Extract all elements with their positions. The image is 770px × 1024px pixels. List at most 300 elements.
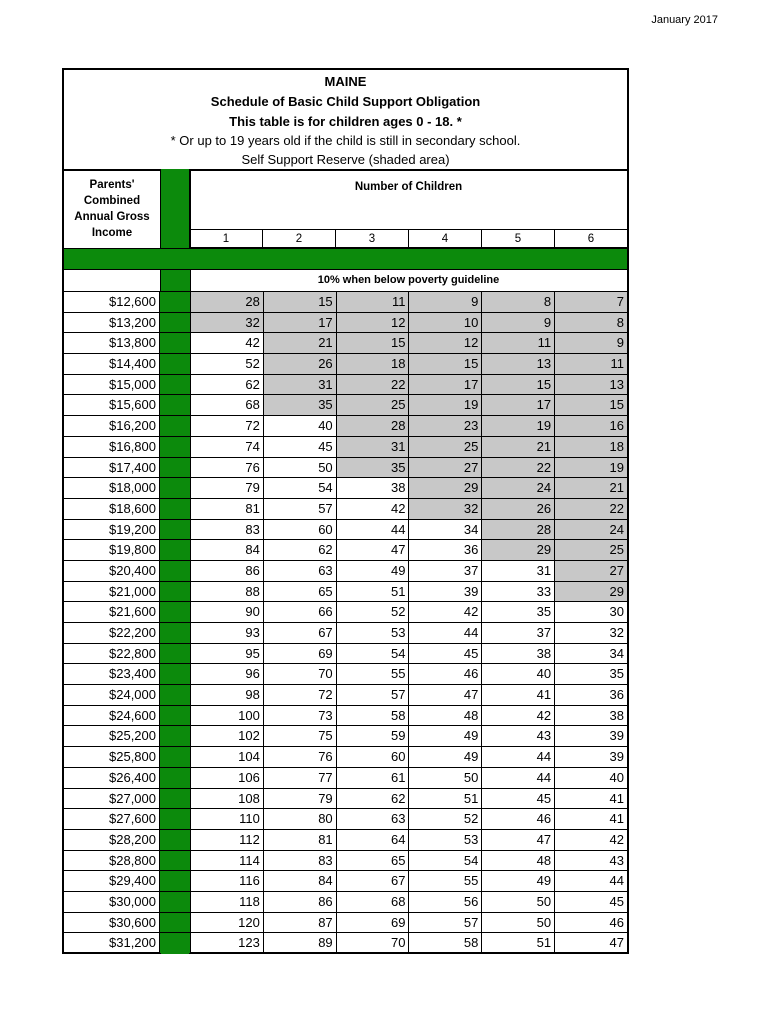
obligation-cell: 24: [482, 478, 555, 498]
obligation-cell: 86: [264, 892, 337, 912]
green-separator-cell: [160, 892, 191, 912]
green-separator-cell: [160, 375, 191, 395]
income-cell: $14,400: [64, 354, 160, 374]
obligation-cell: 26: [482, 499, 555, 519]
obligation-cell: 50: [264, 458, 337, 478]
obligation-cell: 46: [482, 809, 555, 829]
obligation-cell: 31: [264, 375, 337, 395]
obligation-cell: 36: [609, 687, 624, 703]
obligation-cell: 88: [191, 582, 264, 602]
obligation-cell: 11: [482, 333, 555, 353]
obligation-cell: 67: [337, 871, 410, 891]
obligation-cell: 39: [609, 749, 624, 765]
income-cell: $22,800: [64, 644, 160, 664]
income-cell: $15,600: [64, 395, 160, 415]
table-row: [64, 477, 627, 498]
obligation-cell: 48: [409, 706, 482, 726]
income-cell: $31,200: [64, 933, 160, 953]
obligation-cell: 41: [482, 685, 555, 705]
green-separator-cell: [160, 602, 191, 622]
income-cell: $28,200: [64, 830, 160, 850]
title-block: [64, 70, 627, 171]
obligation-cell: 7: [555, 292, 627, 312]
obligation-cell: 59: [337, 726, 410, 746]
obligation-cell: 81: [191, 499, 264, 519]
obligation-cell: 38: [337, 478, 410, 498]
obligation-cell: 31: [482, 561, 555, 581]
obligation-cell: 15: [482, 375, 555, 395]
obligation-cell: 18: [337, 354, 410, 374]
obligation-cell: 40: [264, 416, 337, 436]
obligation-cell: 55: [409, 871, 482, 891]
obligation-cell: 104: [191, 747, 264, 767]
obligation-cell: 28: [191, 292, 264, 312]
obligation-cell: 25: [337, 395, 410, 415]
obligation-cell: 32: [191, 313, 264, 333]
obligation-cell: 112: [191, 830, 264, 850]
table-row: [64, 374, 627, 395]
table-row: [64, 912, 627, 933]
obligation-cell: 69: [337, 913, 410, 933]
obligation-cell: 116: [191, 871, 264, 891]
obligation-cell: 8: [555, 313, 627, 333]
green-separator-cell: [160, 292, 191, 312]
income-cell: $17,400: [64, 458, 160, 478]
obligation-cell: 83: [191, 520, 264, 540]
green-separator-cell: [160, 499, 191, 519]
table-row: [64, 560, 627, 581]
obligation-cell: 90: [191, 602, 264, 622]
table-row: [64, 539, 627, 560]
obligation-cell: 21: [264, 333, 337, 353]
obligation-cell: 86: [191, 561, 264, 581]
child-count-header: 4: [408, 229, 481, 248]
children-column-header: Number of Children: [354, 181, 463, 193]
obligation-cell: 52: [409, 809, 482, 829]
obligation-cell: 41: [609, 811, 624, 827]
obligation-cell: 72: [264, 685, 337, 705]
income-cell: $18,000: [64, 478, 160, 498]
obligation-cell: 32: [409, 499, 482, 519]
obligation-cell: 19: [555, 458, 627, 478]
green-separator-cell: [160, 664, 191, 684]
obligation-cell: 58: [409, 933, 482, 953]
divider: [64, 248, 627, 249]
poverty-guideline-note: 10% when below poverty guideline: [317, 274, 500, 286]
obligation-cell: 53: [337, 623, 410, 643]
green-separator-cell: [160, 768, 191, 788]
obligation-cell: 25: [555, 540, 627, 560]
table-row: [64, 601, 627, 622]
obligation-cell: 98: [191, 685, 264, 705]
obligation-cell: 56: [409, 892, 482, 912]
obligation-cell: 22: [555, 499, 627, 519]
table-body: [64, 291, 627, 953]
table-row: [64, 498, 627, 519]
obligation-cell: 54: [337, 644, 410, 664]
green-separator-cell: [160, 644, 191, 664]
green-separator-cell: [160, 520, 191, 540]
obligation-cell: 62: [337, 789, 410, 809]
obligation-cell: 40: [609, 769, 624, 785]
obligation-cell: 30: [609, 604, 624, 620]
obligation-cell: 63: [337, 809, 410, 829]
obligation-cell: 22: [337, 375, 410, 395]
income-cell: $22,200: [64, 623, 160, 643]
child-count-header: 6: [554, 229, 627, 248]
table-row: [64, 622, 627, 643]
income-cell: $26,400: [64, 768, 160, 788]
obligation-cell: 44: [482, 768, 555, 788]
child-count-header: 1: [190, 229, 262, 248]
income-cell: $15,000: [64, 375, 160, 395]
self-support-note: Self Support Reserve (shaded area): [241, 152, 450, 167]
obligation-cell: 70: [264, 664, 337, 684]
table-row: [64, 808, 627, 829]
secondary-school-note: * Or up to 19 years old if the child is still in secondary school.: [170, 133, 521, 148]
obligation-cell: 19: [409, 395, 482, 415]
table-row: [64, 291, 627, 312]
table-row: [64, 725, 627, 746]
obligation-cell: 40: [482, 664, 555, 684]
table-row: [64, 870, 627, 891]
obligation-cell: 42: [191, 333, 264, 353]
table-row: [64, 932, 627, 953]
green-separator-cell: [160, 726, 191, 746]
obligation-cell: 110: [191, 809, 264, 829]
income-cell: $20,400: [64, 561, 160, 581]
obligation-cell: 123: [191, 933, 264, 953]
obligation-cell: 44: [409, 623, 482, 643]
obligation-cell: 37: [409, 561, 482, 581]
obligation-cell: 45: [609, 893, 624, 909]
obligation-cell: 68: [337, 892, 410, 912]
obligation-cell: 70: [337, 933, 410, 953]
income-cell: $12,600: [64, 292, 160, 312]
obligation-cell: 72: [191, 416, 264, 436]
obligation-cell: 44: [337, 520, 410, 540]
obligation-cell: 21: [482, 437, 555, 457]
obligation-cell: 102: [191, 726, 264, 746]
obligation-cell: 24: [555, 520, 627, 540]
obligation-cell: 60: [337, 747, 410, 767]
obligation-cell: 74: [191, 437, 264, 457]
green-separator-cell: [160, 747, 191, 767]
obligation-cell: 114: [191, 851, 264, 871]
green-separator-cell: [160, 478, 191, 498]
income-cell: $30,000: [64, 892, 160, 912]
obligation-cell: 66: [264, 602, 337, 622]
green-separator-cell: [160, 913, 191, 933]
obligation-cell: 42: [609, 831, 624, 847]
age-range-note: This table is for children ages 0 - 18. *: [229, 114, 462, 129]
table-row: [64, 312, 627, 333]
table-row: [64, 415, 627, 436]
income-cell: $16,800: [64, 437, 160, 457]
table-row: [64, 457, 627, 478]
income-cell: $28,800: [64, 851, 160, 871]
obligation-cell: 45: [482, 789, 555, 809]
obligation-cell: 11: [337, 292, 410, 312]
obligation-cell: 49: [409, 726, 482, 746]
obligation-cell: 61: [337, 768, 410, 788]
obligation-cell: 83: [264, 851, 337, 871]
obligation-cell: 47: [409, 685, 482, 705]
obligation-cell: 87: [264, 913, 337, 933]
green-separator-cell: [160, 933, 191, 953]
document-date: January 2017: [651, 14, 718, 26]
obligation-cell: 106: [191, 768, 264, 788]
obligation-cell: 38: [482, 644, 555, 664]
green-separator-cell: [160, 623, 191, 643]
green-separator-cell: [160, 313, 191, 333]
obligation-cell: 12: [337, 313, 410, 333]
obligation-cell: 39: [609, 728, 624, 744]
income-cell: $23,400: [64, 664, 160, 684]
obligation-cell: 50: [409, 768, 482, 788]
obligation-cell: 79: [191, 478, 264, 498]
income-cell: $25,800: [64, 747, 160, 767]
table-row: [64, 684, 627, 705]
table-row: [64, 643, 627, 664]
green-separator-cell: [160, 871, 191, 891]
obligation-cell: 79: [264, 789, 337, 809]
obligation-cell: 29: [409, 478, 482, 498]
obligation-cell: 48: [482, 851, 555, 871]
table-row: [64, 788, 627, 809]
income-cell: $27,000: [64, 789, 160, 809]
income-cell: $16,200: [64, 416, 160, 436]
obligation-cell: 32: [609, 625, 624, 640]
obligation-cell: 93: [191, 623, 264, 643]
green-separator-cell: [160, 789, 191, 809]
schedule-title: Schedule of Basic Child Support Obligation: [210, 94, 481, 109]
obligation-cell: 63: [264, 561, 337, 581]
income-cell: $19,800: [64, 540, 160, 560]
obligation-cell: 21: [555, 478, 627, 498]
obligation-cell: 22: [482, 458, 555, 478]
obligation-cell: 18: [555, 437, 627, 457]
obligation-cell: 67: [264, 623, 337, 643]
obligation-cell: 75: [264, 726, 337, 746]
obligation-cell: 49: [409, 747, 482, 767]
green-separator-cell: [160, 437, 191, 457]
obligation-cell: 77: [264, 768, 337, 788]
obligation-cell: 84: [264, 871, 337, 891]
obligation-cell: 10: [409, 313, 482, 333]
obligation-cell: 35: [337, 458, 410, 478]
obligation-cell: 42: [482, 706, 555, 726]
obligation-cell: 54: [409, 851, 482, 871]
obligation-cell: 81: [264, 830, 337, 850]
obligation-cell: 100: [191, 706, 264, 726]
obligation-cell: 35: [609, 666, 624, 682]
obligation-cell: 47: [609, 935, 624, 951]
obligation-cell: 16: [555, 416, 627, 436]
green-separator-cell: [160, 395, 191, 415]
obligation-cell: 8: [482, 292, 555, 312]
green-separator-cell: [160, 354, 191, 374]
obligation-cell: 108: [191, 789, 264, 809]
income-cell: $21,600: [64, 602, 160, 622]
obligation-cell: 46: [409, 664, 482, 684]
income-cell: $30,600: [64, 913, 160, 933]
obligation-cell: 53: [409, 830, 482, 850]
green-separator-cell: [160, 458, 191, 478]
income-cell: $13,800: [64, 333, 160, 353]
obligation-cell: 68: [191, 395, 264, 415]
green-separator-band: [64, 249, 627, 269]
obligation-cell: 9: [409, 292, 482, 312]
obligation-cell: 43: [482, 726, 555, 746]
income-cell: $29,400: [64, 871, 160, 891]
obligation-cell: 15: [555, 395, 627, 415]
income-cell: $25,200: [64, 726, 160, 746]
income-cell: $13,200: [64, 313, 160, 333]
obligation-cell: 47: [482, 830, 555, 850]
obligation-cell: 9: [555, 333, 627, 353]
obligation-cell: 65: [337, 851, 410, 871]
obligation-cell: 57: [264, 499, 337, 519]
obligation-cell: 36: [409, 540, 482, 560]
obligation-cell: 19: [482, 416, 555, 436]
obligation-cell: 11: [555, 354, 627, 374]
obligation-cell: 69: [264, 644, 337, 664]
obligation-cell: 50: [482, 892, 555, 912]
table-row: [64, 394, 627, 415]
table-row: [64, 850, 627, 871]
obligation-cell: 52: [337, 602, 410, 622]
green-separator-column: [161, 270, 190, 291]
obligation-cell: 95: [191, 644, 264, 664]
support-schedule-table: [62, 68, 629, 954]
income-cell: $24,000: [64, 685, 160, 705]
obligation-cell: 28: [337, 416, 410, 436]
income-cell: $19,200: [64, 520, 160, 540]
obligation-cell: 118: [191, 892, 264, 912]
green-separator-cell: [160, 706, 191, 726]
obligation-cell: 39: [409, 582, 482, 602]
obligation-cell: 38: [609, 707, 624, 723]
obligation-cell: 34: [409, 520, 482, 540]
obligation-cell: 49: [337, 561, 410, 581]
table-row: [64, 829, 627, 850]
obligation-cell: 60: [264, 520, 337, 540]
obligation-cell: 27: [409, 458, 482, 478]
obligation-cell: 51: [482, 933, 555, 953]
obligation-cell: 51: [409, 789, 482, 809]
green-separator-cell: [160, 809, 191, 829]
obligation-cell: 45: [409, 644, 482, 664]
obligation-cell: 76: [191, 458, 264, 478]
income-cell: $18,600: [64, 499, 160, 519]
obligation-cell: 57: [409, 913, 482, 933]
obligation-cell: 45: [264, 437, 337, 457]
obligation-cell: 44: [609, 873, 624, 889]
obligation-cell: 17: [264, 313, 337, 333]
obligation-cell: 80: [264, 809, 337, 829]
table-row: [64, 663, 627, 684]
green-separator-cell: [160, 830, 191, 850]
obligation-cell: 41: [609, 790, 624, 806]
obligation-cell: 46: [609, 914, 624, 930]
green-separator-cell: [160, 540, 191, 560]
obligation-cell: 34: [609, 645, 624, 661]
obligation-cell: 35: [482, 602, 555, 622]
obligation-cell: 62: [191, 375, 264, 395]
green-separator-cell: [160, 333, 191, 353]
obligation-cell: 13: [482, 354, 555, 374]
green-separator-cell: [160, 416, 191, 436]
income-cell: $21,000: [64, 582, 160, 602]
table-row: [64, 705, 627, 726]
obligation-cell: 96: [191, 664, 264, 684]
obligation-cell: 44: [482, 747, 555, 767]
green-separator-cell: [160, 851, 191, 871]
obligation-cell: 28: [482, 520, 555, 540]
obligation-cell: 15: [409, 354, 482, 374]
obligation-cell: 51: [337, 582, 410, 602]
obligation-cell: 17: [409, 375, 482, 395]
obligation-cell: 33: [482, 582, 555, 602]
obligation-cell: 15: [264, 292, 337, 312]
obligation-cell: 13: [555, 375, 627, 395]
obligation-cell: 50: [482, 913, 555, 933]
income-cell: $24,600: [64, 706, 160, 726]
table-row: [64, 519, 627, 540]
obligation-cell: 35: [264, 395, 337, 415]
obligation-cell: 9: [482, 313, 555, 333]
green-separator-cell: [160, 582, 191, 602]
obligation-cell: 84: [191, 540, 264, 560]
obligation-cell: 29: [482, 540, 555, 560]
income-column-header: Parents' Combined Annual Gross Income: [74, 179, 150, 239]
table-row: [64, 767, 627, 788]
income-cell: $27,600: [64, 809, 160, 829]
obligation-cell: 17: [482, 395, 555, 415]
child-count-header: 3: [335, 229, 408, 248]
obligation-cell: 49: [482, 871, 555, 891]
obligation-cell: 120: [191, 913, 264, 933]
table-row: [64, 581, 627, 602]
obligation-cell: 58: [337, 706, 410, 726]
obligation-cell: 57: [337, 685, 410, 705]
obligation-cell: 31: [337, 437, 410, 457]
child-count-header-row: [190, 229, 627, 248]
table-row: [64, 332, 627, 353]
child-count-header: 5: [481, 229, 554, 248]
obligation-cell: 12: [409, 333, 482, 353]
child-count-header: 2: [262, 229, 335, 248]
obligation-cell: 54: [264, 478, 337, 498]
obligation-cell: 65: [264, 582, 337, 602]
obligation-cell: 89: [264, 933, 337, 953]
table-row: [64, 353, 627, 374]
obligation-cell: 42: [337, 499, 410, 519]
obligation-cell: 76: [264, 747, 337, 767]
state-title: MAINE: [324, 74, 367, 89]
obligation-cell: 62: [264, 540, 337, 560]
obligation-cell: 25: [409, 437, 482, 457]
obligation-cell: 42: [409, 602, 482, 622]
obligation-cell: 23: [409, 416, 482, 436]
obligation-cell: 52: [191, 354, 264, 374]
obligation-cell: 47: [337, 540, 410, 560]
obligation-cell: 27: [555, 561, 627, 581]
obligation-cell: 26: [264, 354, 337, 374]
obligation-cell: 37: [482, 623, 555, 643]
obligation-cell: 64: [337, 830, 410, 850]
